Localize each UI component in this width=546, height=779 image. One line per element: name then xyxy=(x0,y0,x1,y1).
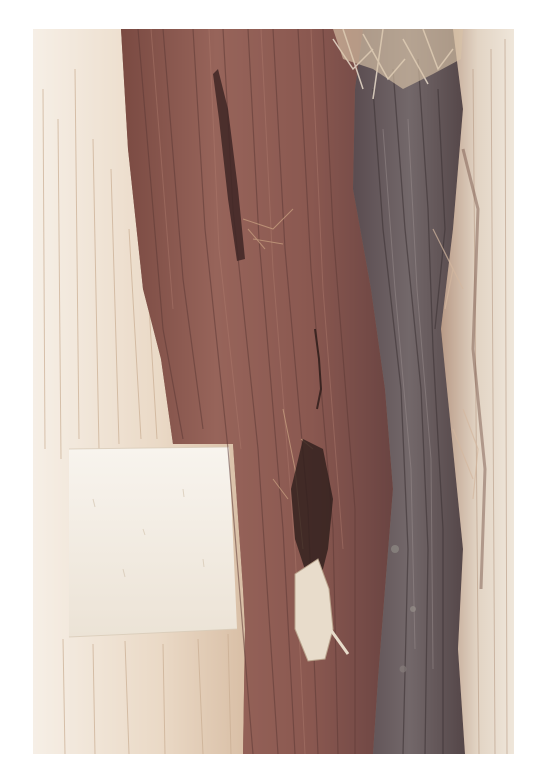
split-wood-photo xyxy=(33,29,514,754)
cut-face-region xyxy=(69,447,237,637)
wood-grain-image xyxy=(33,29,514,754)
